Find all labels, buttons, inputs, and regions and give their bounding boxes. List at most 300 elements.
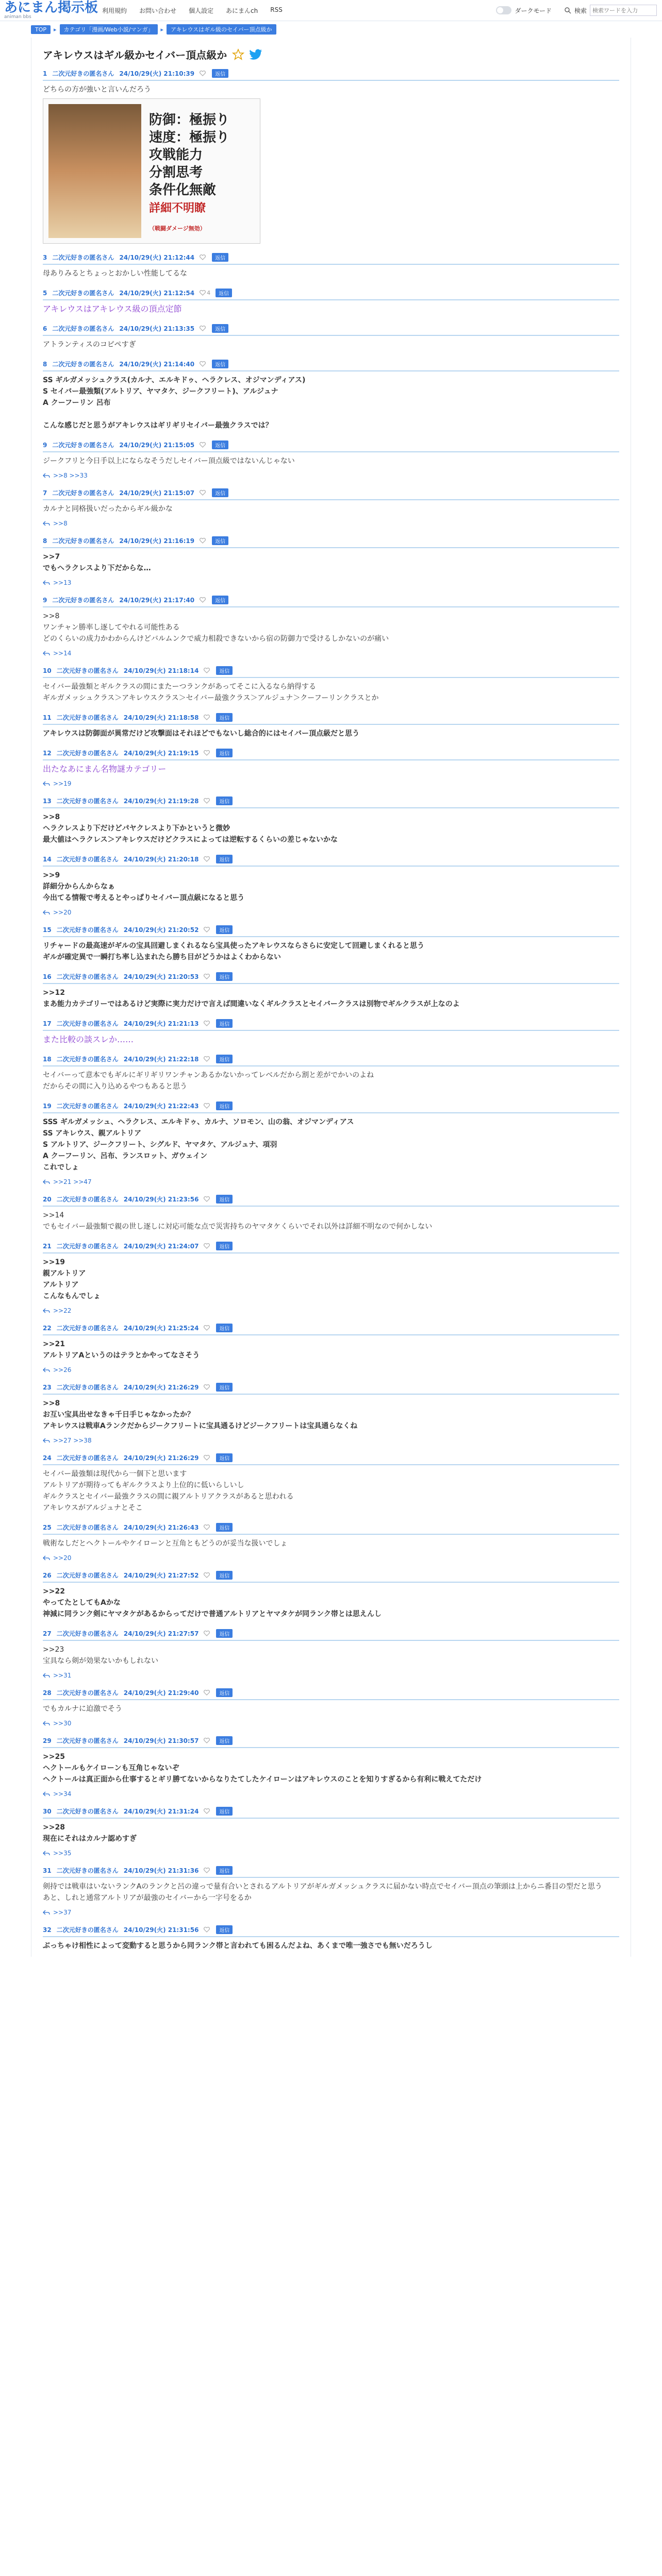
reply-button[interactable]: 返信 (212, 536, 228, 545)
reply-anchors[interactable]: >>31 (53, 1672, 72, 1679)
post-body: ぶっちゃけ相性によって変動すると思うから同ランク帯と言われても困るんだよね、あくまで唯一強さでも無いだろうし (43, 1942, 433, 1950)
reply-anchors[interactable]: >>26 (53, 1366, 72, 1374)
post-body: >>7 でもヘラクレスより下だからな… (43, 553, 151, 572)
nav-contact[interactable]: お問い合わせ (139, 7, 177, 14)
post-date: 24/10/29(火) 21:31:56 (123, 1926, 199, 1934)
like-button[interactable] (204, 1021, 211, 1026)
reply-arrow-icon (43, 1673, 50, 1678)
post-item (37, 1732, 625, 1803)
reply-button[interactable]: 返信 (212, 324, 228, 333)
like-button[interactable] (204, 1738, 211, 1743)
poster-name: 二次元好きの匿名さん (52, 290, 114, 297)
reply-button[interactable]: 返信 (216, 1383, 233, 1392)
post-number[interactable]: 5 (43, 289, 47, 297)
reply-links[interactable] (43, 904, 619, 916)
reply-button[interactable]: 返信 (212, 488, 228, 497)
post-body: アトランティスのコピペすぎ (43, 341, 136, 349)
reply-arrow-icon (43, 651, 50, 656)
like-button[interactable] (204, 1572, 211, 1578)
breadcrumb-thread[interactable]: アキレウスはギル級のセイバー頂点級か (167, 24, 276, 35)
like-button[interactable] (200, 361, 207, 367)
post-header (43, 925, 619, 937)
like-button[interactable] (204, 1455, 211, 1461)
reply-button[interactable]: 返信 (216, 289, 232, 297)
poster-name: 二次元好きの匿名さん (56, 973, 119, 980)
poster-name: 二次元好きの匿名さん (56, 1056, 119, 1063)
reply-button[interactable]: 返信 (216, 1055, 233, 1063)
post-date: 24/10/29(火) 21:19:15 (123, 750, 199, 757)
post-header (43, 855, 619, 867)
reply-button[interactable]: 返信 (216, 1523, 233, 1532)
heart-icon (200, 361, 206, 367)
favorite-star-icon[interactable] (232, 48, 244, 61)
reply-arrow-icon (43, 473, 50, 478)
post-header (43, 796, 619, 808)
post-number[interactable]: 12 (43, 749, 52, 757)
post-item (37, 1238, 625, 1319)
like-button[interactable] (204, 927, 211, 933)
post-image[interactable] (43, 98, 260, 244)
reply-button[interactable]: 返信 (216, 1807, 233, 1816)
post-number[interactable]: 21 (43, 1242, 52, 1250)
reply-arrow-icon (43, 1179, 50, 1184)
reply-button[interactable]: 返信 (216, 1242, 233, 1250)
post-body: 出たなあにまん名物謎カテゴリー (43, 764, 167, 774)
post-item (37, 1519, 625, 1567)
nav-terms[interactable]: 利用規約 (102, 7, 127, 14)
like-button[interactable] (204, 1808, 211, 1814)
poster-name: 二次元好きの匿名さん (56, 1524, 119, 1531)
reply-button[interactable]: 返信 (216, 1324, 233, 1332)
post-header (43, 749, 619, 760)
post-header (43, 1019, 619, 1031)
post-item (37, 65, 625, 249)
post-number[interactable]: 28 (43, 1689, 52, 1697)
reply-links[interactable] (43, 1715, 619, 1727)
reply-button[interactable]: 返信 (216, 1736, 233, 1745)
like-button[interactable] (200, 255, 207, 260)
poster-name: 二次元好きの匿名さん (52, 254, 114, 261)
post-date: 24/10/29(火) 21:27:57 (123, 1630, 199, 1637)
post-item (37, 284, 625, 320)
post-header (43, 253, 619, 265)
post-body: SSS ギルガメッシュ、ヘラクレス、エルキドゥ、カルナ、ソロモン、山の翁、オジマンディアス SS アキレウス、親アルトリア S アルトリア、ジークフリート、シグルド、ヤマタケ、アルジュナ、項羽 A クーフーリン、呂布、ランスロット、ガウェイン これでしょ (43, 1118, 354, 1172)
post-date: 24/10/29(火) 21:14:40 (119, 361, 195, 368)
post-body: >>9 詳細分からんからなぁ 今出てる情報で考えるとやっぱりセイバー頂点級になると思う (43, 871, 245, 902)
reply-button[interactable]: 返信 (212, 253, 228, 262)
reply-button[interactable]: 返信 (216, 925, 233, 934)
reply-arrow-icon (43, 1308, 50, 1313)
logo-subtitle: animan bbs (4, 14, 31, 20)
post-number[interactable]: 8 (43, 360, 47, 368)
post-date: 24/10/29(火) 21:10:39 (119, 70, 195, 77)
like-button[interactable] (204, 1196, 211, 1202)
image-caption: 防御：極振り 速度：極振り 攻戦能力 分割思考 条件化無敵 詳細不明瞭 （戦闘ダメージ無効） (149, 112, 230, 232)
breadcrumb-separator: ▸ (160, 26, 164, 33)
nav-animanch[interactable]: あにまんch (226, 7, 258, 14)
post-number[interactable]: 8 (43, 537, 47, 545)
reply-anchors[interactable]: >>27 >>38 (53, 1437, 92, 1444)
post-header (43, 360, 619, 371)
heart-icon (204, 1524, 210, 1530)
logo-title: あにまん掲示板 (4, 0, 98, 15)
like-button[interactable] (204, 1384, 211, 1390)
heart-icon (204, 856, 210, 862)
reply-anchors[interactable]: >>13 (53, 579, 72, 586)
reply-button[interactable]: 返信 (216, 972, 233, 981)
like-button[interactable] (204, 715, 211, 720)
post-date: 24/10/29(火) 21:22:18 (123, 1056, 199, 1063)
reply-button[interactable]: 返信 (212, 596, 228, 604)
toggle-switch[interactable] (496, 6, 511, 14)
post-number[interactable]: 31 (43, 1867, 52, 1874)
post-item (37, 591, 625, 662)
reply-button[interactable]: 返信 (212, 360, 228, 368)
like-button[interactable] (204, 1927, 211, 1933)
post-item (37, 968, 625, 1015)
poster-name: 二次元好きの匿名さん (56, 750, 119, 757)
post-number[interactable]: 23 (43, 1383, 52, 1391)
post-date: 24/10/29(火) 21:19:28 (123, 798, 199, 805)
post-number[interactable]: 16 (43, 973, 52, 980)
post-item (37, 709, 625, 744)
post-date: 24/10/29(火) 21:24:07 (123, 1243, 199, 1250)
post-body: 戦術なしだとヘクトールやケイローンと互角ともどうのが妥当な扱いでしょ (43, 1539, 288, 1548)
reply-anchors[interactable]: >>14 (53, 650, 72, 657)
post-number[interactable]: 27 (43, 1630, 52, 1637)
reply-links[interactable] (43, 1667, 619, 1679)
post-date: 24/10/29(火) 21:18:58 (123, 714, 199, 721)
post-header (43, 972, 619, 984)
post-item (37, 851, 625, 921)
heart-icon (200, 538, 206, 544)
like-button[interactable] (200, 326, 207, 331)
like-button[interactable] (204, 1056, 211, 1062)
site-logo[interactable] (0, 1, 102, 20)
nav-settings[interactable]: 個人設定 (189, 7, 214, 14)
poster-name: 二次元好きの匿名さん (56, 1689, 119, 1697)
post-number[interactable]: 3 (43, 253, 47, 261)
reply-button[interactable]: 返信 (216, 1925, 233, 1934)
heart-icon (200, 326, 206, 331)
reply-links[interactable] (43, 1549, 619, 1562)
poster-name: 二次元好きの匿名さん (56, 1243, 119, 1250)
like-button[interactable] (204, 974, 211, 979)
post-number[interactable]: 25 (43, 1523, 52, 1531)
post-item (37, 484, 625, 532)
post-item (37, 1449, 625, 1519)
poster-name: 二次元好きの匿名さん (56, 1325, 119, 1332)
reply-button[interactable]: 返信 (216, 713, 233, 722)
post-header (43, 488, 619, 500)
heart-icon (204, 1572, 210, 1578)
reply-button[interactable]: 返信 (216, 666, 233, 675)
post-date: 24/10/29(火) 21:20:18 (123, 856, 199, 863)
like-button[interactable] (204, 1243, 211, 1249)
reply-button[interactable]: 返信 (216, 1571, 233, 1580)
reply-links[interactable] (43, 467, 619, 479)
header-nav (102, 6, 496, 15)
heart-icon (204, 1196, 210, 1202)
heart-icon (204, 1021, 210, 1026)
like-button[interactable] (204, 1524, 211, 1530)
post-body: セイバー最強類は現代から一個下と思います アルトリアが期待ってもギルクラスより上位的に低いらしいし ギルクラスとセイバー最強クラスの間に親アルトリアクラスがあると思われる アキレウスがアルジュナとそこ (43, 1470, 294, 1512)
like-count: 4 (207, 290, 211, 296)
heart-icon (204, 798, 210, 804)
post-item (37, 355, 625, 436)
reply-button[interactable]: 返信 (216, 855, 233, 863)
post-header (43, 1453, 619, 1465)
heart-icon (200, 597, 206, 603)
like-button[interactable] (204, 1325, 211, 1331)
post-number[interactable]: 19 (43, 1102, 52, 1110)
post-number[interactable]: 14 (43, 855, 52, 863)
nav-rss[interactable]: RSS (270, 6, 283, 13)
post-item (37, 1803, 625, 1862)
post-number[interactable]: 7 (43, 489, 47, 497)
post-date: 24/10/29(火) 21:15:07 (119, 489, 195, 497)
post-number[interactable]: 29 (43, 1737, 52, 1744)
reply-button[interactable]: 返信 (216, 1453, 233, 1462)
post-body: アキレウスはアキレウス級の頂点定節 (43, 304, 182, 314)
reply-arrow-icon (43, 1721, 50, 1726)
reply-arrow-icon (43, 1555, 50, 1561)
poster-name: 二次元好きの匿名さん (56, 667, 119, 674)
like-button[interactable] (200, 490, 207, 496)
reply-button[interactable]: 返信 (216, 749, 233, 757)
poster-name: 二次元好きの匿名さん (56, 1808, 119, 1815)
poster-name: 二次元好きの匿名さん (56, 1572, 119, 1579)
like-button[interactable] (204, 856, 211, 862)
poster-name: 二次元好きの匿名さん (52, 325, 114, 332)
reply-button[interactable]: 返信 (216, 1019, 233, 1028)
reply-anchors[interactable]: >>20 (53, 1554, 72, 1562)
post-header (43, 289, 619, 300)
like-button[interactable] (204, 798, 211, 804)
post-date: 24/10/29(火) 21:27:52 (123, 1572, 199, 1579)
like-button[interactable] (204, 1103, 211, 1109)
reply-arrow-icon (43, 781, 50, 786)
like-button[interactable] (200, 597, 207, 603)
breadcrumb-separator: ▸ (54, 26, 57, 33)
post-number[interactable]: 24 (43, 1454, 52, 1462)
post-header (43, 1523, 619, 1535)
heart-icon (204, 715, 210, 720)
post-item (37, 792, 625, 851)
post-number[interactable]: 10 (43, 667, 52, 674)
reply-links[interactable] (43, 1173, 619, 1185)
post-number[interactable]: 13 (43, 797, 52, 805)
reply-button[interactable]: 返信 (212, 69, 228, 78)
like-button[interactable] (204, 750, 211, 756)
post-body: >>19 親アルトリア アルトリア こんなもんでしょ (43, 1258, 101, 1300)
post-date: 24/10/29(火) 21:22:43 (123, 1103, 199, 1110)
like-button[interactable] (200, 442, 207, 448)
post-item (37, 320, 625, 355)
post-number[interactable]: 32 (43, 1926, 52, 1934)
post-number[interactable]: 1 (43, 70, 47, 77)
heart-icon (200, 442, 206, 448)
post-header (43, 440, 619, 452)
breadcrumb-category[interactable]: カテゴリ「漫画/Web小説/マンガ」 (60, 24, 158, 35)
post-item (37, 436, 625, 484)
poster-name: 二次元好きの匿名さん (56, 1196, 119, 1203)
reply-button[interactable]: 返信 (216, 1101, 233, 1110)
reply-button[interactable]: 返信 (216, 1688, 233, 1697)
reply-button[interactable]: 返信 (216, 1195, 233, 1204)
post-date: 24/10/29(火) 21:17:40 (119, 597, 195, 604)
post-header (43, 1055, 619, 1066)
reply-anchors[interactable]: >>30 (53, 1720, 72, 1727)
reply-anchors[interactable]: >>21 >>47 (53, 1178, 92, 1185)
heart-icon (204, 1455, 210, 1461)
heart-icon (204, 1808, 210, 1814)
reply-links[interactable] (43, 1432, 619, 1444)
post-date: 24/10/29(火) 21:15:05 (119, 442, 195, 449)
post-date: 24/10/29(火) 21:25:24 (123, 1325, 199, 1332)
reply-arrow-icon (43, 910, 50, 915)
post-date: 24/10/29(火) 21:13:35 (119, 325, 195, 332)
reply-links[interactable] (43, 645, 619, 657)
search-input[interactable] (590, 5, 657, 16)
reply-anchors[interactable]: >>8 (53, 520, 68, 527)
reply-links[interactable] (43, 775, 619, 787)
heart-icon (204, 750, 210, 756)
post-body: >>8 お互い宝具出せなきゃ千日手じゃなかったか？ アキレウスは戦車Aランクだからジークフリートに宝具通るけどジークフリートは宝具通らなくね (43, 1399, 358, 1430)
post-date: 24/10/29(火) 21:18:14 (123, 667, 199, 674)
reply-button[interactable]: 返信 (216, 1629, 233, 1638)
post-item (37, 921, 625, 968)
post-number[interactable]: 9 (43, 596, 47, 604)
poster-name: 二次元好きの匿名さん (56, 856, 119, 863)
poster-name: 二次元好きの匿名さん (52, 70, 114, 77)
search-icon (564, 7, 571, 14)
post-item (37, 1379, 625, 1449)
reply-links[interactable] (43, 1904, 619, 1916)
heart-icon (204, 1927, 210, 1933)
reply-anchors[interactable]: >>8 >>33 (53, 472, 88, 479)
reply-button[interactable]: 返信 (216, 796, 233, 805)
like-button[interactable] (200, 71, 207, 76)
post-number[interactable]: 22 (43, 1324, 52, 1332)
reply-anchors[interactable]: >>19 (53, 780, 72, 787)
post-number[interactable]: 6 (43, 325, 47, 332)
reply-links[interactable] (43, 1785, 619, 1798)
reply-anchors[interactable]: >>35 (53, 1850, 72, 1857)
post-number[interactable]: 11 (43, 714, 52, 721)
heart-icon (204, 927, 210, 933)
post-number[interactable]: 26 (43, 1571, 52, 1579)
post-header (43, 1195, 619, 1207)
post-number[interactable]: 30 (43, 1807, 52, 1815)
breadcrumb-top[interactable]: TOP (31, 25, 51, 34)
poster-name: 二次元好きの匿名さん (56, 798, 119, 805)
post-body: カルナと同格扱いだったからギル級かな (43, 505, 173, 513)
like-button[interactable] (200, 538, 207, 544)
post-body: リチャードの最高速がギルの宝具回避しまくれるなら宝具使ったアキレウスならさらに安定して回避しまくれると思う ギルが確定異で一瞬打ち率し込まれたら勝ち目がどうかはよくわからない (43, 942, 425, 961)
post-item (37, 1319, 625, 1379)
post-number[interactable]: 15 (43, 926, 52, 934)
reply-button[interactable]: 返信 (216, 1866, 233, 1875)
post-date: 24/10/29(火) 21:31:24 (123, 1808, 199, 1815)
reply-links[interactable] (43, 515, 619, 527)
like-button[interactable] (200, 290, 210, 296)
post-date: 24/10/29(火) 21:12:44 (119, 254, 195, 261)
reply-links[interactable] (43, 1302, 619, 1314)
search-area (564, 5, 657, 16)
reply-links[interactable] (43, 574, 619, 586)
post-body: 剣持では戦車はいないランクAのランクと呂の違っで量有合いとされるアルトリアがギルガメッシュクラスに届かない時点でセイバー頂点の筆頭は上からニ番目の型だと思う あと、しれと通常アルトリアが最強のセイバーから一字号をるか (43, 1883, 602, 1902)
poster-name: 二次元好きの匿名さん (56, 1384, 119, 1391)
post-item (37, 1567, 625, 1625)
poster-name: 二次元好きの匿名さん (56, 1020, 119, 1027)
heart-icon (204, 1690, 210, 1696)
post-date: 24/10/29(火) 21:20:52 (123, 926, 199, 934)
thread-header (37, 38, 625, 65)
post-body: ジークフリと今日手以上にならなそうだしセイバー頂点級ではないんじゃない (43, 457, 295, 465)
reply-button[interactable]: 返信 (212, 440, 228, 449)
post-date: 24/10/29(火) 21:26:43 (123, 1524, 199, 1531)
dark-mode-toggle[interactable] (496, 6, 552, 15)
like-button[interactable] (204, 1690, 211, 1696)
post-header (43, 713, 619, 725)
top-bar (0, 0, 662, 21)
heart-icon (204, 1868, 210, 1873)
post-body: >>14 でもセイバー最強類で親の世し逐しに対応可能な点で災害持ちのヤマタケくらいでそれ以外は詳細不明なので何かしない (43, 1211, 433, 1231)
poster-name: 二次元好きの匿名さん (56, 714, 119, 721)
post-body: セイバー最強類とギルクラスの間にまたーつランクがあってそこに入るなら納得する ギルガメッシュクラス＞アキレウスクラス＞セイバー最強クラス＞アルジュナ＞クーフーリンクラスとか (43, 683, 379, 702)
reply-arrow-icon (43, 521, 50, 526)
like-button[interactable] (204, 1868, 211, 1873)
heart-icon (200, 290, 206, 296)
reply-anchors[interactable]: >>22 (53, 1307, 72, 1314)
dark-mode-label: ダークモード (515, 7, 552, 14)
reply-links[interactable] (43, 1844, 619, 1857)
heart-icon (200, 71, 206, 76)
post-item (37, 1921, 625, 1957)
reply-links[interactable] (43, 1361, 619, 1374)
post-number[interactable]: 20 (43, 1195, 52, 1203)
search-button[interactable]: 検索 (574, 7, 587, 14)
heart-icon (204, 1384, 210, 1390)
post-body: >>8 ヘラクレスより下だけどパヤクレスより下かというと微妙 最大値はヘラクレス＞アキレウスだけどクラスによっては逆転するくらいの差じゃないかな (43, 813, 338, 844)
post-number[interactable]: 9 (43, 441, 47, 449)
like-button[interactable] (204, 1631, 211, 1636)
reply-anchors[interactable]: >>20 (53, 909, 72, 916)
poster-name: 二次元好きの匿名さん (56, 1867, 119, 1874)
like-button[interactable] (204, 668, 211, 673)
post-number[interactable]: 17 (43, 1020, 52, 1027)
post-header (43, 1101, 619, 1113)
post-item (37, 1097, 625, 1191)
reply-anchors[interactable]: >>37 (53, 1909, 72, 1916)
post-body: セイバーって意本でもギルにギリギリワンチャンあるかないかってレベルだから割と差がでかいのよね だからその間に入り込めるやつもあると思う (43, 1071, 374, 1091)
post-header (43, 1807, 619, 1819)
post-header (43, 1688, 619, 1700)
post-number[interactable]: 18 (43, 1055, 52, 1063)
post-list (37, 65, 625, 1957)
post-item (37, 1625, 625, 1684)
twitter-share-icon[interactable] (250, 49, 263, 60)
reply-arrow-icon (43, 1851, 50, 1856)
thread-title: アキレウスはギル級かセイバー頂点級か (43, 49, 227, 61)
post-date: 24/10/29(火) 21:26:29 (123, 1384, 199, 1391)
post-body: >>23 宝具なら剣が効果ないかもしれない (43, 1646, 158, 1665)
breadcrumb (0, 21, 662, 38)
reply-anchors[interactable]: >>34 (53, 1790, 72, 1798)
post-header (43, 1736, 619, 1748)
poster-name: 二次元好きの匿名さん (52, 489, 114, 497)
